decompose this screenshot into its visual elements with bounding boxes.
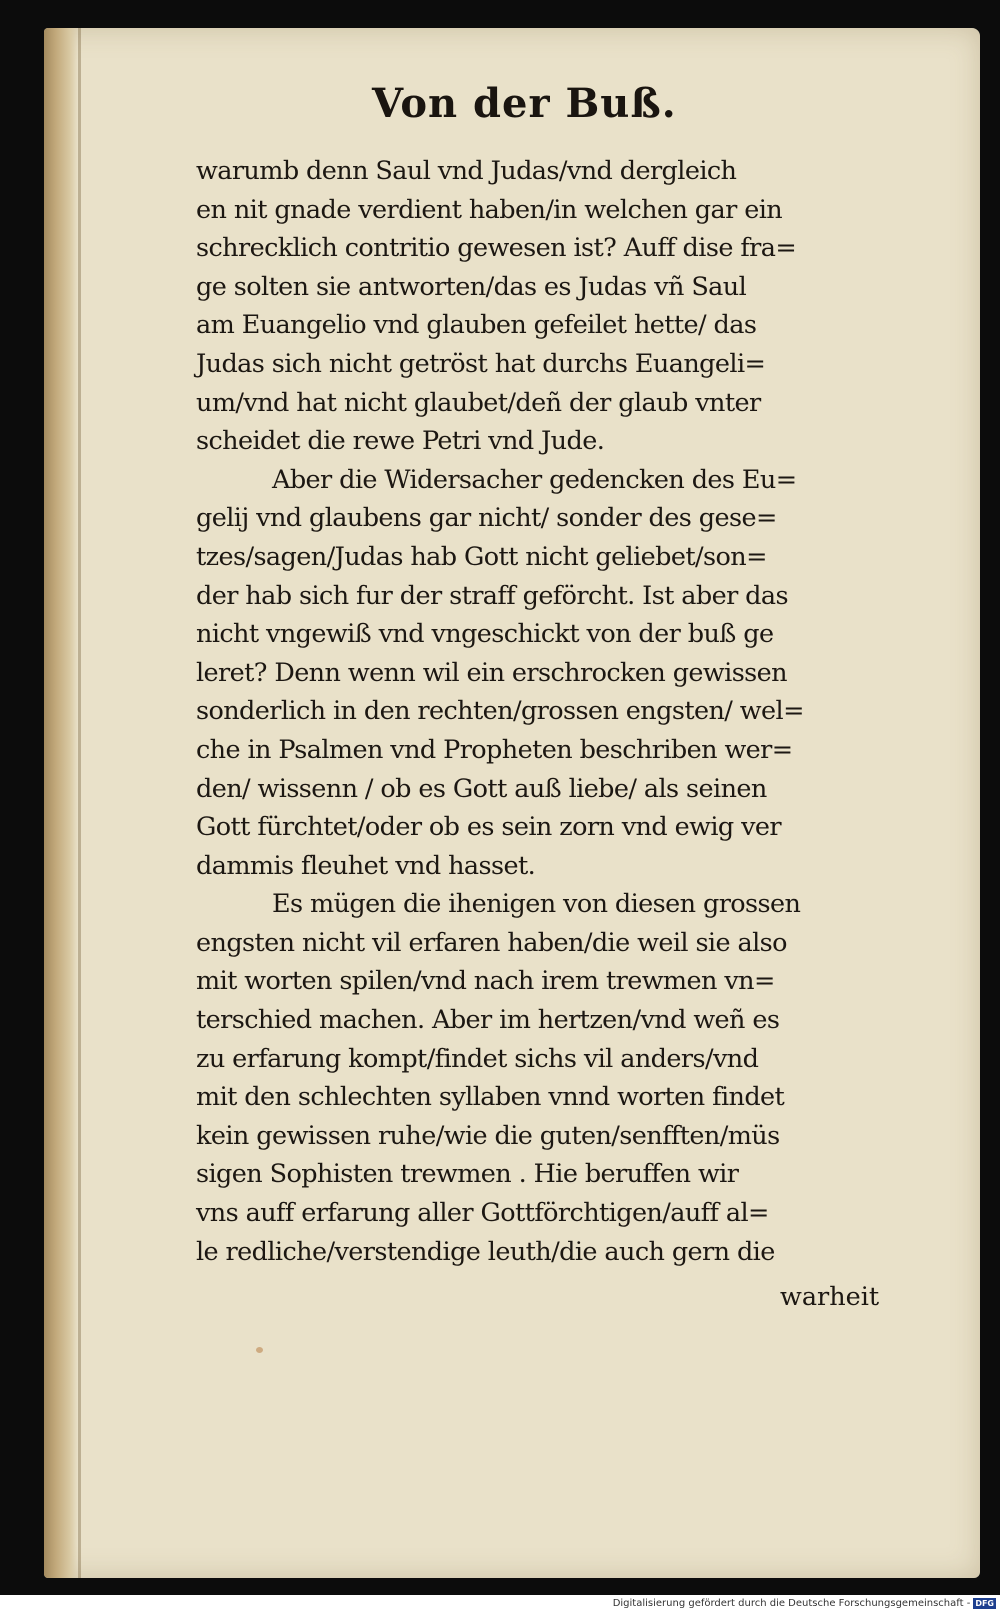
text-line: vns auff erfarung aller Gottförchtigen/auff al= (196, 1198, 769, 1229)
text-line: engsten nicht vil erfaren haben/die weil sie also (196, 927, 787, 958)
text-line: mit worten spilen/vnd nach irem trewmen vn= (196, 966, 775, 997)
text-line: scheidet die rewe Petri vnd Jude. (196, 426, 605, 457)
text-line: um/vnd hat nicht glaubet/deñ der glaub vnter (196, 387, 761, 418)
text-line: dammis fleuhet vnd hasset. (196, 850, 536, 881)
paragraph-start-line: Aber die Widersacher gedencken des Eu= (272, 464, 797, 495)
dfg-logo: DFG (975, 1599, 994, 1608)
text-line: gelij vnd glaubens gar nicht/ sonder des gese= (196, 503, 777, 534)
text-line: Gott fürchtet/oder ob es sein zorn vnd ewig ver (196, 812, 781, 843)
text-line: terschied machen. Aber im hertzen/vnd weñ es (196, 1005, 780, 1036)
text-line: zu erfarung kompt/findet sichs vil anders/vnd (196, 1043, 759, 1074)
text-line: tzes/sagen/Judas hab Gott nicht geliebet/son= (196, 541, 767, 572)
text-line: warumb denn Saul vnd Judas/vnd dergleich (196, 156, 737, 186)
text-line: che in Psalmen vnd Propheten beschriben wer= (196, 734, 793, 765)
text-line: den/ wissenn / ob es Gott auß liebe/ als seinen (196, 773, 767, 804)
text-line: schrecklich contritio gewesen ist? Auff dise fra= (196, 233, 797, 264)
text-line: Judas sich nicht getröst hat durchs Euangeli= (196, 348, 766, 379)
text-line: der hab sich fur der straff geförcht. Ist aber das (196, 580, 788, 611)
text-line: ge solten sie antworten/das es Judas vñ Saul (196, 271, 747, 302)
text-line: en nit gnade verdient haben/in welchen gar ein (196, 194, 783, 225)
text-line: sigen Sophisten trewmen . Hie beruffen wir (196, 1159, 739, 1190)
page-gutter-edge (44, 28, 78, 1578)
text-line: leret? Denn wenn wil ein erschrocken gewissen (196, 657, 787, 688)
text-line: sonderlich in den rechten/grossen engsten/ wel= (196, 696, 804, 727)
paragraph-start-line: Es mügen die ihenigen von diesen grossen (272, 889, 801, 920)
page-binding-strip (78, 28, 81, 1578)
running-head: Von der Buß. (372, 80, 677, 127)
paper-stain (256, 1347, 263, 1353)
text-line: mit den schlechten syllaben vnnd worten findet (196, 1082, 785, 1113)
credit-text: Digitalisierung gefördert durch die Deutsche Forschungsgemeinschaft - (612, 1598, 971, 1609)
body-text (196, 152, 896, 1271)
digitization-credit (613, 1595, 996, 1612)
text-line: le redliche/verstendige leuth/die auch gern die (196, 1236, 775, 1267)
text-line: nicht vngewiß vnd vngeschickt von der buß ge (196, 619, 774, 650)
catchword: warheit (780, 1282, 880, 1312)
text-line: kein gewissen ruhe/wie die guten/senfften/müs (196, 1120, 780, 1151)
text-line: am Euangelio vnd glauben gefeilet hette/ das (196, 310, 757, 341)
